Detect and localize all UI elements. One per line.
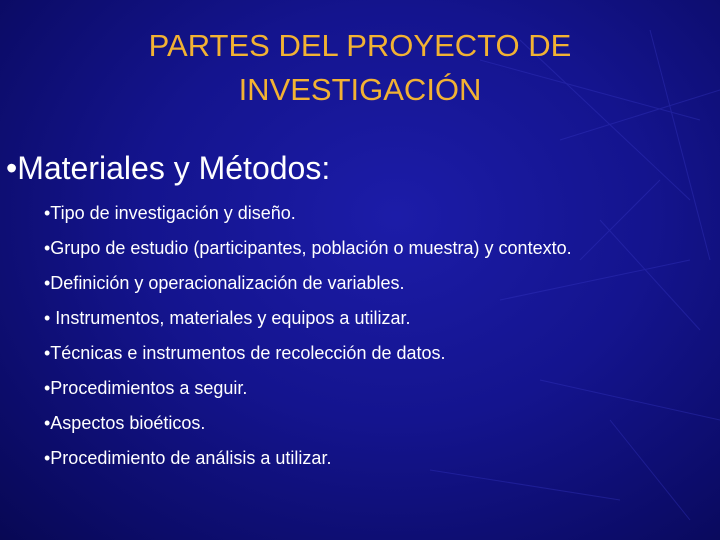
section-heading: •Materiales y Métodos: (6, 150, 331, 186)
bullet-item: •Tipo de investigación y diseño. (44, 203, 296, 223)
bullet-item: •Técnicas e instrumentos de recolección de datos. (44, 343, 446, 363)
bullet-item: •Grupo de estudio (participantes, población o muestra) y contexto. (44, 238, 572, 258)
bullet-list (44, 196, 572, 476)
slide-title-line-2: INVESTIGACIÓN (238, 72, 482, 107)
slide-title-line-1: PARTES DEL PROYECTO DE (148, 28, 572, 63)
bullet-item: •Definición y operacionalización de variables. (44, 273, 405, 293)
bullet-item: •Procedimientos a seguir. (44, 378, 248, 398)
slide-title (60, 24, 660, 112)
bullet-item: •Aspectos bioéticos. (44, 413, 206, 433)
bullet-item: •Procedimiento de análisis a utilizar. (44, 448, 332, 468)
bullet-item: • Instrumentos, materiales y equipos a utilizar. (44, 308, 411, 328)
